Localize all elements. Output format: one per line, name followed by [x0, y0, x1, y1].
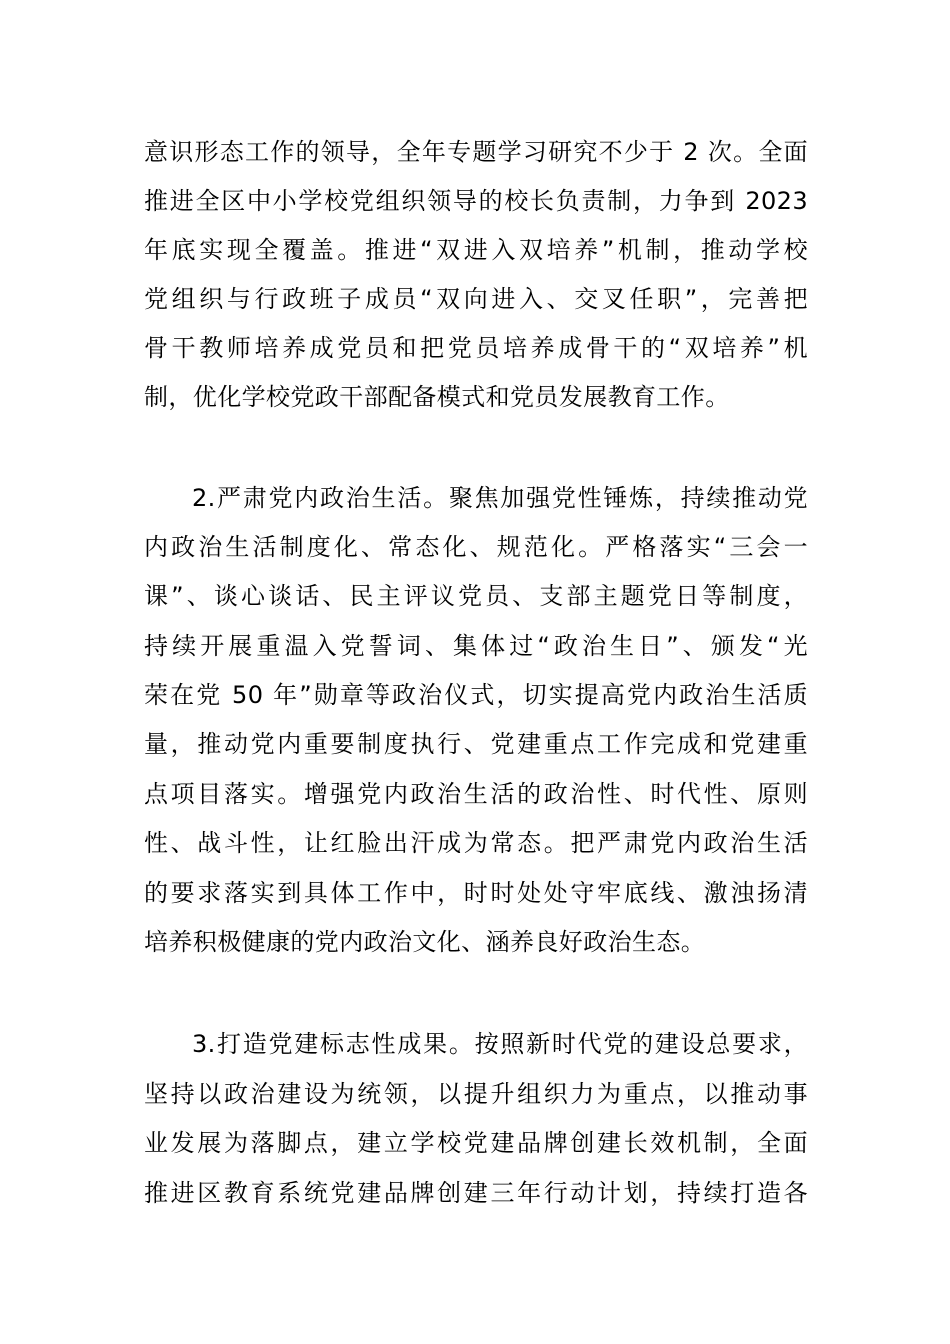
text-line: 推进区教育系统党建品牌创建三年行动计划，持续打造各 [144, 1179, 808, 1207]
text-line: 性、战斗性，让红脸出汗成为常态。把严肃党内政治生活 [144, 829, 808, 857]
text-line: 的要求落实到具体工作中，时时处处守牢底线、激浊扬清 [144, 879, 808, 907]
text-line: 业发展为落脚点，建立学校党建品牌创建长效机制，全面 [144, 1129, 808, 1157]
paragraph-heading-line: 3.打造党建标志性成果。按照新时代党的建设总要求， [192, 1030, 808, 1058]
text-line: 培养积极健康的党内政治文化、涵养良好政治生态。 [144, 928, 706, 956]
text-line: 党组织与行政班子成员“双向进入、交叉任职”，完善把 [144, 285, 808, 313]
paragraph-heading-line: 2.严肃党内政治生活。聚焦加强党性锤炼，持续推动党 [192, 484, 808, 512]
text-line: 荣在党 50 年”勋章等政治仪式，切实提高党内政治生活质 [144, 681, 808, 709]
text-line: 持续开展重温入党誓词、集体过“政治生日”、颁发“光 [144, 632, 808, 660]
text-line: 推进全区中小学校党组织领导的校长负责制，力争到 2023 [144, 187, 808, 215]
text-line: 点项目落实。增强党内政治生活的政治性、时代性、原则 [144, 780, 808, 808]
text-line: 意识形态工作的领导，全年专题学习研究不少于 2 次。全面 [144, 138, 808, 166]
text-line: 骨干教师培养成党员和把党员培养成骨干的“双培养”机 [144, 334, 808, 362]
text-line: 制，优化学校党政干部配备模式和党员发展教育工作。 [144, 383, 730, 411]
text-line: 内政治生活制度化、常态化、规范化。严格落实“三会一 [144, 533, 808, 561]
text-line: 课”、谈心谈话、民主评议党员、支部主题党日等制度， [144, 582, 808, 610]
text-line: 年底实现全覆盖。推进“双进入双培养”机制，推动学校 [144, 236, 808, 264]
text-line: 量，推动党内重要制度执行、党建重点工作完成和党建重 [144, 730, 808, 758]
text-line: 坚持以政治建设为统领，以提升组织力为重点，以推动事 [144, 1080, 808, 1108]
